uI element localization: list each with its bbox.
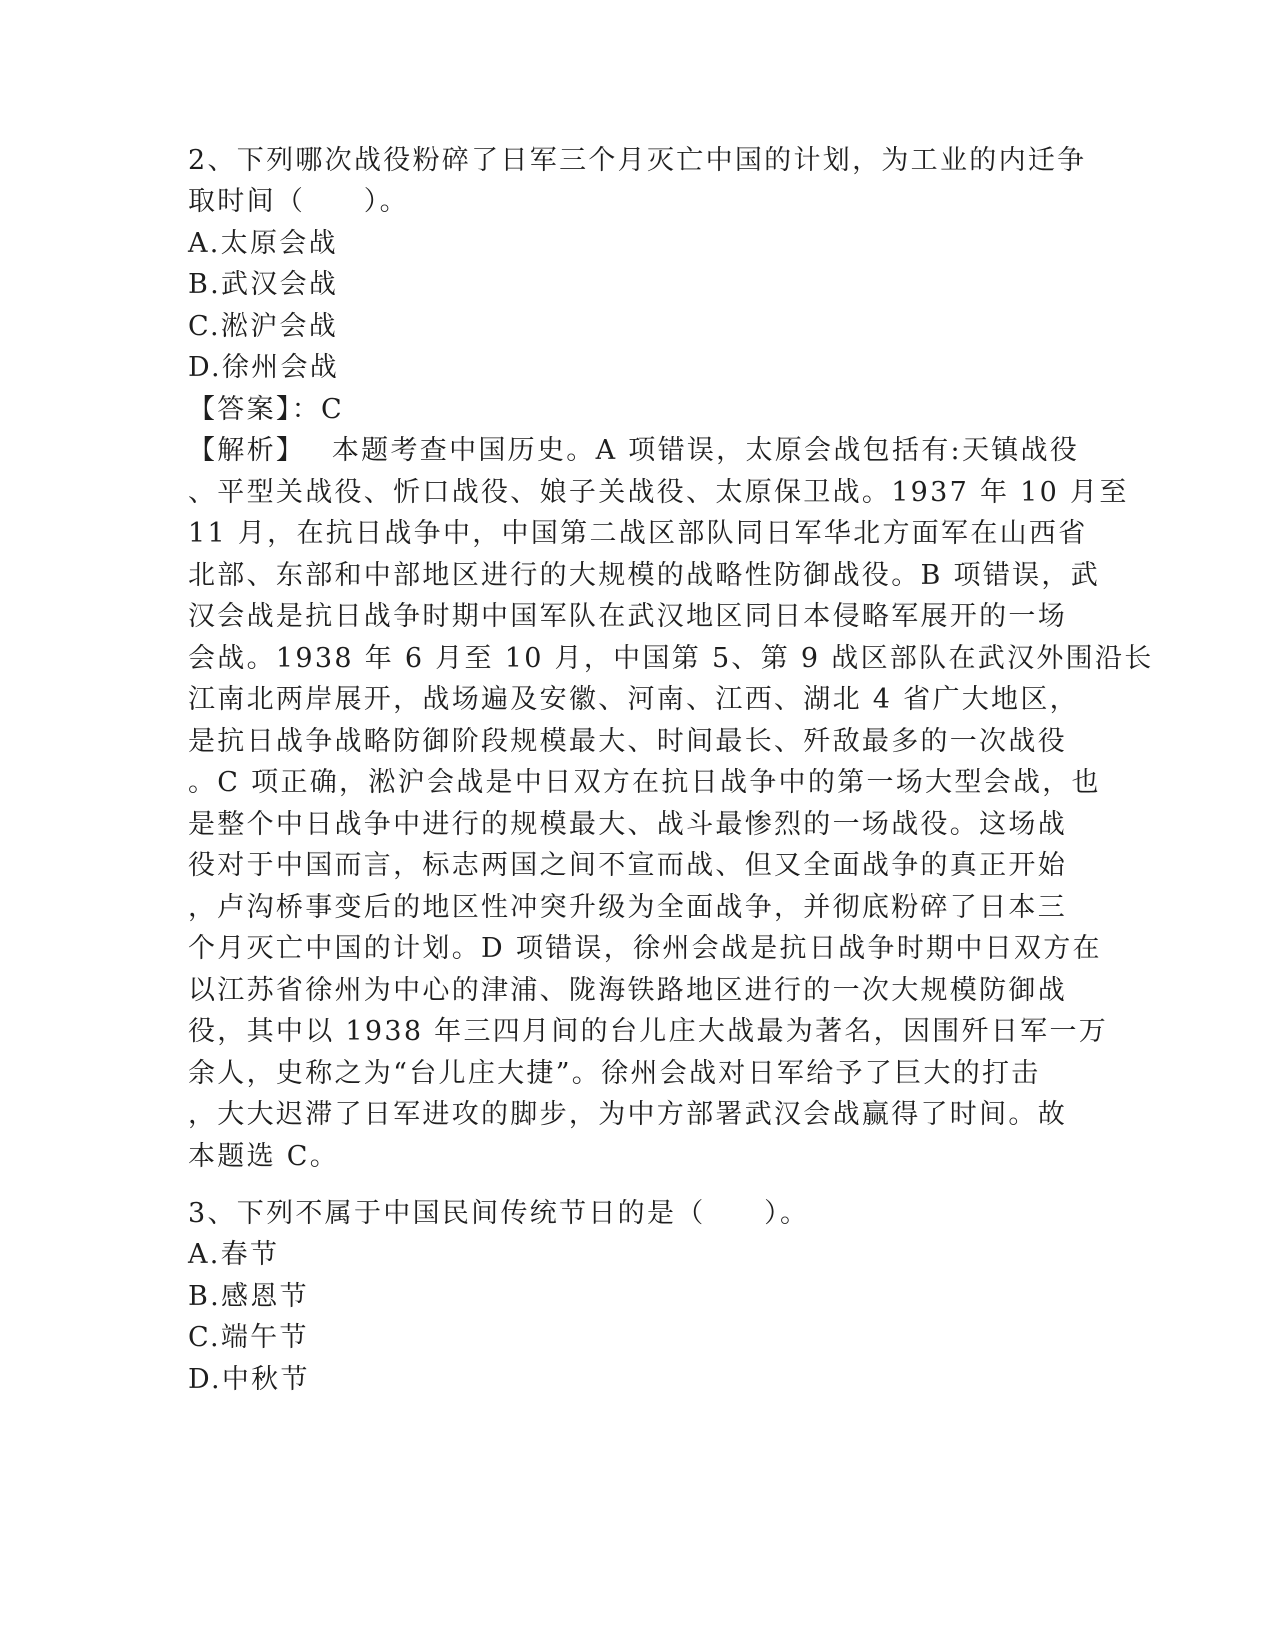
question-3-option-d: D.中秋节 bbox=[188, 1364, 310, 1395]
question-3-option-b: B.感恩节 bbox=[188, 1281, 309, 1312]
question-2-analysis-line: 役对于中国而言，标志两国之间不宣而战、但又全面战争的真正开始 bbox=[188, 850, 1067, 881]
question-2-analysis-line: 役，其中以 1938 年三四月间的台儿庄大战最为著名，因围歼日军一万 bbox=[188, 1016, 1109, 1047]
question-2-analysis-line: 是整个中日战争中进行的规模最大、战斗最惨烈的一场战役。这场战 bbox=[188, 809, 1067, 840]
question-2-analysis-line: 以江苏省徐州为中心的津浦、陇海铁路地区进行的一次大规模防御战 bbox=[188, 975, 1067, 1006]
question-2-option-b: B.武汉会战 bbox=[188, 269, 339, 300]
question-2-analysis-line: 北部、东部和中部地区进行的大规模的战略性防御战役。B 项错误，武 bbox=[188, 560, 1101, 591]
question-2-analysis-line: 江南北两岸展开，战场遍及安徽、河南、江西、湖北 4 省广大地区， bbox=[188, 684, 1079, 715]
question-3-option-c: C.端午节 bbox=[188, 1322, 309, 1353]
question-2-analysis-line: 会战。1938 年 6 月至 10 月，中国第 5、第 9 战区部队在武汉外围沿长 bbox=[188, 643, 1154, 674]
question-2-analysis-line: 余人，史称之为“台儿庄大捷”。徐州会战对日军给予了巨大的打击 bbox=[188, 1058, 1041, 1089]
question-2-option-a: A.太原会战 bbox=[188, 228, 338, 259]
question-2-analysis-line: 是抗日战争战略防御阶段规模最大、时间最长、歼敌最多的一次战役 bbox=[188, 726, 1067, 757]
question-2-option-d: D.徐州会战 bbox=[188, 352, 340, 383]
question-2-option-c: C.淞沪会战 bbox=[188, 311, 339, 342]
question-2-analysis-line: 本题选 C。 bbox=[188, 1141, 340, 1172]
question-2-stem-line-2: 取时间（ ）。 bbox=[188, 186, 409, 217]
question-2-analysis-line: ，大大迟滞了日军进攻的脚步，为中方部署武汉会战赢得了时间。故 bbox=[188, 1099, 1067, 1130]
question-3-option-a: A.春节 bbox=[188, 1239, 280, 1270]
question-2-analysis-line: 【解析】 本题考查中国历史。A 项错误，太原会战包括有:天镇战役 bbox=[188, 435, 1080, 466]
question-2-analysis-line: 、平型关战役、忻口战役、娘子关战役、太原保卫战。1937 年 10 月至 bbox=[188, 477, 1129, 508]
question-2-stem-line-1: 2、下列哪次战役粉碎了日军三个月灭亡中国的计划，为工业的内迁争 bbox=[188, 145, 1087, 176]
question-2-analysis-line: ，卢沟桥事变后的地区性冲突升级为全面战争，并彻底粉碎了日本三 bbox=[188, 892, 1067, 923]
question-3-stem: 3、下列不属于中国民间传统节日的是（ ）。 bbox=[188, 1198, 810, 1229]
question-2-analysis-line: 汉会战是抗日战争时期中国军队在武汉地区同日本侵略军展开的一场 bbox=[188, 601, 1067, 632]
question-2-answer: 【答案】：C bbox=[188, 394, 344, 425]
question-2-analysis-line: 11 月，在抗日战争中，中国第二战区部队同日军华北方面军在山西省 bbox=[188, 518, 1088, 549]
question-2-analysis-line: 个月灭亡中国的计划。D 项错误，徐州会战是抗日战争时期中日双方在 bbox=[188, 933, 1102, 964]
question-2-analysis-line: 。C 项正确，淞沪会战是中日双方在抗日战争中的第一场大型会战，也 bbox=[188, 767, 1101, 798]
